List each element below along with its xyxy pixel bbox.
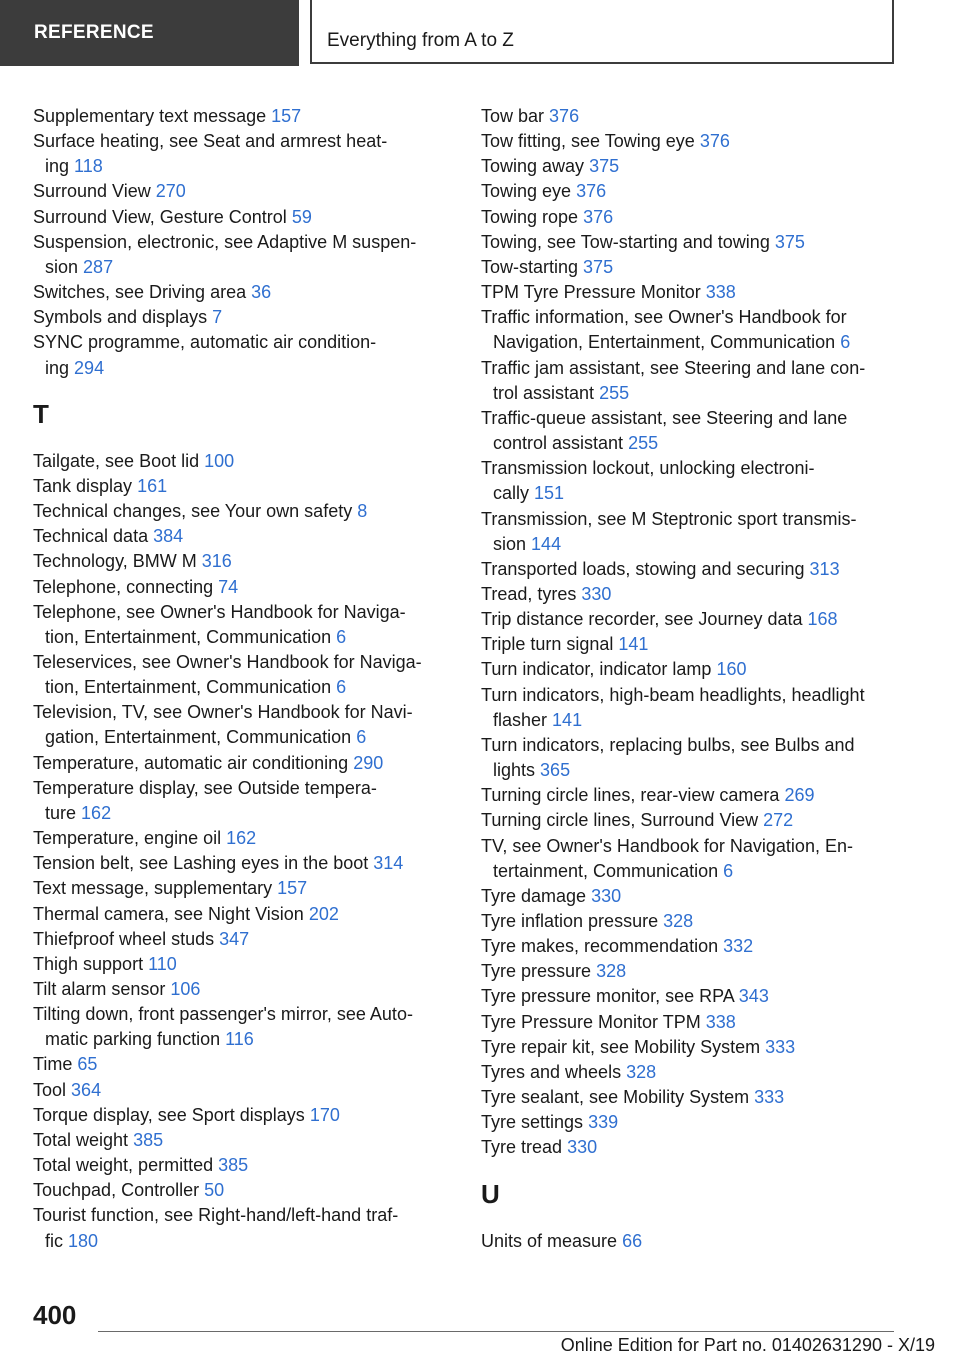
index-entry — [481, 1060, 901, 1085]
page-reference-link[interactable]: 162 — [226, 828, 257, 849]
index-entry-text: Symbols and displays — [33, 307, 208, 328]
index-entry-continuation — [33, 725, 453, 750]
index-entry — [33, 1103, 453, 1128]
index-entry — [33, 776, 453, 801]
index-entry-text: ing — [45, 156, 70, 177]
index-entry-continuation — [33, 356, 453, 381]
index-entry-text: Tilt alarm sensor — [33, 979, 166, 999]
index-letter-heading: T — [33, 398, 49, 429]
index-entry-text: Towing, see Tow-starting and towing — [481, 231, 770, 252]
index-entry — [481, 255, 901, 280]
index-entry — [481, 507, 901, 532]
index-entry — [33, 524, 453, 549]
index-entry — [33, 305, 453, 330]
index-entry — [33, 104, 453, 129]
index-entry — [481, 230, 901, 255]
index-entry-text: Time — [33, 1054, 73, 1075]
page-reference-link[interactable]: 347 — [219, 928, 250, 949]
index-entry — [33, 499, 453, 524]
index-entry-text: Tyre inflation pressure — [481, 911, 659, 931]
page-reference-link[interactable]: 385 — [218, 1155, 249, 1176]
index-entry — [33, 474, 453, 499]
index-entry — [481, 557, 901, 582]
index-entry-text: Towing eye — [481, 181, 572, 202]
page-reference-link[interactable]: 328 — [663, 911, 694, 931]
page-reference-link[interactable]: 332 — [723, 936, 754, 957]
header-title-box — [310, 0, 894, 64]
index-entry-text: Thiefproof wheel studs — [33, 928, 215, 949]
page-reference-link[interactable]: 255 — [599, 382, 630, 403]
index-entry — [481, 129, 901, 154]
index-entry — [33, 751, 453, 776]
index-entry-text: Tyres and wheels — [481, 1061, 622, 1082]
index-entry — [33, 700, 453, 725]
index-entry-text: Tyre tread — [481, 1137, 563, 1158]
index-entry-text: Surface heating, see Seat and armrest heat- — [33, 131, 388, 152]
index-entry — [481, 154, 901, 179]
index-entry-text: Torque display, see Sport displays — [33, 1104, 305, 1125]
page-reference-link[interactable]: 141 — [618, 634, 649, 655]
index-entry-continuation — [33, 1229, 453, 1254]
index-entry-continuation — [481, 330, 901, 355]
index-entry-text: Tourist function, see Right-hand/left-hand traf- — [33, 1205, 399, 1226]
index-entry — [481, 834, 901, 859]
page-reference-link[interactable]: 157 — [277, 878, 308, 899]
page-reference-link[interactable]: 255 — [628, 433, 659, 454]
index-entry — [481, 884, 901, 909]
index-entry-text: Tyre repair kit, see Mobility System — [481, 1036, 761, 1057]
index-entry — [481, 632, 901, 657]
index-entry-text: Tyre makes, recommendation — [481, 936, 719, 957]
index-entry-continuation — [33, 255, 453, 280]
page-reference-link[interactable]: 290 — [353, 752, 384, 773]
index-entry — [33, 977, 453, 1002]
page-reference-link[interactable]: 330 — [581, 583, 612, 604]
index-entry-text: Tyre Pressure Monitor TPM — [481, 1011, 701, 1032]
index-letter-heading: U — [481, 1178, 500, 1209]
index-entry-text: flasher — [493, 709, 548, 730]
page-reference-link[interactable]: 157 — [271, 106, 302, 126]
page-reference-link[interactable]: 6 — [336, 626, 347, 647]
index-entry-continuation — [481, 859, 901, 884]
index-entry-continuation — [481, 431, 901, 456]
page-reference-link[interactable]: 141 — [552, 709, 583, 730]
index-entry — [33, 876, 453, 901]
index-entry — [481, 783, 901, 808]
page-reference-link[interactable]: 6 — [336, 677, 347, 698]
index-entry-text: Surround View — [33, 181, 151, 202]
page-reference-link[interactable]: 384 — [153, 526, 184, 547]
page-reference-link[interactable]: 272 — [763, 810, 794, 831]
index-entry-text: Tilting down, front passenger's mirror, see Auto- — [33, 1004, 413, 1025]
page-reference-link[interactable]: 338 — [705, 1011, 736, 1032]
index-entry-text: Total weight — [33, 1129, 129, 1150]
index-entry-text: tertainment, Communication — [493, 860, 719, 881]
index-entry — [33, 826, 453, 851]
index-entry-text: Transported loads, stowing and securing — [481, 558, 805, 579]
index-entry-text: Technical data — [33, 526, 149, 547]
index-entry-text: Technical changes, see Your own safety — [33, 501, 353, 522]
index-entry-text: control assistant — [493, 433, 624, 454]
index-entry-text: Teleservices, see Owner's Handbook for Naviga- — [33, 651, 422, 672]
index-entry-continuation — [481, 381, 901, 406]
index-entry — [33, 129, 453, 154]
index-entry-text: TV, see Owner's Handbook for Navigation, En- — [481, 835, 853, 856]
page-reference-link[interactable]: 170 — [309, 1104, 340, 1125]
index-entry-text: Total weight, permitted — [33, 1155, 214, 1176]
index-entry — [481, 1110, 901, 1135]
index-entry — [33, 449, 453, 474]
page-reference-link[interactable]: 364 — [71, 1079, 102, 1100]
index-entry-text: Touchpad, Controller — [33, 1180, 200, 1201]
page-reference-link[interactable]: 118 — [74, 156, 103, 177]
index-entry — [481, 1085, 901, 1110]
index-entry-text: Transmission lockout, unlocking electroni- — [481, 458, 815, 479]
index-entry — [33, 952, 453, 977]
index-entry-text: Navigation, Entertainment, Communication — [493, 332, 836, 353]
index-entry-text: Tension belt, see Lashing eyes in the boot — [33, 853, 369, 874]
page-reference-link[interactable]: 294 — [74, 357, 105, 378]
index-entry — [33, 851, 453, 876]
index-column-right — [481, 104, 901, 1254]
index-entry-text: sion — [493, 533, 527, 554]
page-reference-link[interactable]: 365 — [540, 760, 571, 781]
index-entry-text: Tailgate, see Boot lid — [33, 450, 200, 471]
page-reference-link[interactable]: 151 — [534, 483, 565, 504]
index-entry-text: Tow fitting, see Towing eye — [481, 131, 695, 152]
index-entry-text: Units of measure — [481, 1230, 618, 1251]
index-entry-text: SYNC programme, automatic air condition- — [33, 332, 377, 353]
page-reference-link[interactable]: 333 — [754, 1087, 785, 1108]
index-entry-text: fic — [45, 1230, 63, 1251]
index-entry — [481, 1010, 901, 1035]
index-entry-text: Tyre settings — [481, 1112, 584, 1133]
page-reference-link[interactable]: 6 — [356, 727, 367, 748]
page-reference-link[interactable]: 287 — [83, 256, 114, 277]
index-entry — [33, 1078, 453, 1103]
index-entry-text: ing — [45, 357, 70, 378]
page-reference-link[interactable]: 6 — [840, 332, 851, 353]
page-reference-link[interactable]: 160 — [716, 659, 747, 680]
index-entry-text: tion, Entertainment, Communication — [45, 626, 332, 647]
footer-rule — [98, 1331, 894, 1332]
index-entry-text: Trip distance recorder, see Journey data — [481, 609, 803, 630]
index-entry — [481, 607, 901, 632]
index-entry-text: Tow-starting — [481, 256, 579, 277]
index-entry-continuation — [481, 532, 901, 557]
index-entry-text: Tank display — [33, 475, 133, 496]
page-reference-link[interactable]: 313 — [809, 558, 840, 579]
page-reference-link[interactable]: 144 — [531, 533, 562, 554]
page-reference-link[interactable]: 375 — [774, 231, 805, 252]
index-entry-text: tion, Entertainment, Communication — [45, 677, 332, 698]
page-reference-link[interactable]: 339 — [588, 1112, 619, 1133]
index-entry-text: sion — [45, 256, 79, 277]
index-entry — [33, 600, 453, 625]
index-entry-continuation — [33, 675, 453, 700]
index-entry — [481, 356, 901, 381]
index-entry — [33, 179, 453, 204]
index-entry-text: Tyre pressure — [481, 961, 592, 982]
page-reference-link[interactable]: 333 — [765, 1036, 796, 1057]
page-reference-link[interactable]: 65 — [77, 1054, 98, 1075]
index-entry-text: Traffic information, see Owner's Handbook for — [481, 307, 847, 328]
page-reference-link[interactable]: 36 — [251, 282, 272, 303]
page-number: 400 — [33, 1300, 77, 1330]
index-entry-text: gation, Entertainment, Communication — [45, 727, 352, 748]
page-reference-link[interactable]: 168 — [807, 609, 838, 630]
index-entry-text: cally — [493, 483, 530, 504]
index-entry — [481, 179, 901, 204]
index-entry — [33, 1153, 453, 1178]
page-reference-link[interactable]: 375 — [589, 156, 620, 177]
page-reference-link[interactable]: 59 — [291, 206, 312, 227]
page-reference-link[interactable]: 202 — [308, 903, 339, 924]
index-entry-continuation — [481, 758, 901, 783]
page-heading: Everything from A to Z — [327, 30, 514, 51]
index-entry-text: Temperature, automatic air conditioning — [33, 752, 349, 773]
page-reference-link[interactable]: 180 — [68, 1230, 99, 1251]
page-reference-link[interactable]: 330 — [567, 1137, 598, 1158]
index-entry — [481, 582, 901, 607]
index-entry-text: Transmission, see M Steptronic sport transmis- — [481, 508, 857, 529]
index-entry-text: Supplementary text message — [33, 106, 267, 126]
index-entry-text: trol assistant — [493, 382, 595, 403]
index-entry-text: ture — [45, 802, 77, 823]
index-entry — [33, 575, 453, 600]
section-label: REFERENCE — [34, 22, 154, 43]
index-entry-text: Turn indicators, replacing bulbs, see Bulbs and — [481, 734, 855, 755]
page-reference-link[interactable]: 376 — [576, 181, 607, 202]
index-entry-text: Turn indicators, high-beam headlights, headlight — [481, 684, 865, 705]
index-entry — [33, 650, 453, 675]
page-reference-link[interactable]: 385 — [133, 1129, 164, 1150]
index-entry-text: Switches, see Driving area — [33, 282, 247, 303]
edition-footer: Online Edition for Part no. 01402631290 - X/19 — [560, 1335, 935, 1355]
index-entry — [481, 934, 901, 959]
index-entry — [481, 104, 901, 129]
page-reference-link[interactable]: 328 — [596, 961, 627, 982]
page-reference-link[interactable]: 314 — [373, 853, 404, 874]
page-reference-link[interactable]: 376 — [699, 131, 730, 152]
page-reference-link[interactable]: 375 — [583, 256, 614, 277]
index-entry — [481, 456, 901, 481]
index-entry-text: Temperature, engine oil — [33, 828, 222, 849]
index-entry — [481, 205, 901, 230]
page-reference-link[interactable]: 8 — [357, 501, 368, 522]
index-entry-continuation — [481, 481, 901, 506]
index-entry-continuation — [33, 625, 453, 650]
index-entry — [481, 657, 901, 682]
page-reference-link[interactable]: 330 — [591, 885, 622, 906]
index-entry — [33, 1002, 453, 1027]
page-reference-link[interactable]: 106 — [170, 979, 201, 999]
page-reference-link[interactable]: 116 — [225, 1029, 254, 1050]
index-entry — [481, 1135, 901, 1160]
index-entry-text: Tyre damage — [481, 885, 587, 906]
index-entry — [33, 205, 453, 230]
index-entry-continuation — [33, 154, 453, 179]
page-reference-link[interactable]: 161 — [137, 475, 168, 496]
index-entry — [33, 1128, 453, 1153]
index-entry-text: Traffic-queue assistant, see Steering and lane — [481, 407, 848, 428]
page-reference-link[interactable]: 100 — [204, 450, 235, 471]
index-entry-continuation — [481, 708, 901, 733]
page-reference-link[interactable]: 316 — [201, 551, 232, 572]
index-entry — [481, 1035, 901, 1060]
index-entry-text: Tread, tyres — [481, 583, 577, 604]
index-entry — [481, 406, 901, 431]
index-entry — [33, 1052, 453, 1077]
index-entry-text: Turning circle lines, rear-view camera — [481, 785, 780, 806]
index-entry-text: Surround View, Gesture Control — [33, 206, 287, 227]
index-entry-text: Temperature display, see Outside tempera- — [33, 777, 377, 798]
index-column-left — [33, 104, 453, 1254]
index-entry-text: Traffic jam assistant, see Steering and lane con- — [481, 357, 866, 378]
index-entry — [33, 230, 453, 255]
index-entry-text: Telephone, connecting — [33, 576, 214, 597]
index-entry — [481, 959, 901, 984]
index-entry — [33, 1178, 453, 1203]
index-entry-text: Text message, supplementary — [33, 878, 273, 899]
index-entry-text: Tow bar — [481, 106, 545, 126]
index-entry-continuation — [33, 801, 453, 826]
index-entry-text: Tyre pressure monitor, see RPA — [481, 986, 734, 1007]
page-reference-link[interactable]: 338 — [705, 282, 736, 303]
index-entry-text: Thigh support — [33, 953, 144, 974]
index-entry-text: Technology, BMW M — [33, 551, 197, 572]
page-reference-link[interactable]: 66 — [622, 1230, 643, 1251]
index-entry — [481, 1229, 901, 1254]
index-entry-text: Television, TV, see Owner's Handbook for Navi- — [33, 702, 413, 723]
index-entry — [481, 280, 901, 305]
page-reference-link[interactable]: 343 — [738, 986, 769, 1007]
index-entry — [481, 909, 901, 934]
index-entry-text: Tool — [33, 1079, 67, 1100]
index-entry — [481, 305, 901, 330]
page-reference-link[interactable]: 110 — [148, 953, 177, 974]
index-entry — [33, 330, 453, 355]
page-reference-link[interactable]: 74 — [218, 576, 239, 597]
section-tab — [0, 0, 299, 66]
index-entry-text: Turn indicator, indicator lamp — [481, 659, 712, 680]
index-entry-text: Telephone, see Owner's Handbook for Naviga- — [33, 601, 406, 622]
index-entry — [33, 280, 453, 305]
index-entry-text: TPM Tyre Pressure Monitor — [481, 282, 701, 303]
page-reference-link[interactable]: 270 — [155, 181, 186, 202]
page-reference-link[interactable]: 328 — [626, 1061, 657, 1082]
index-entry-continuation — [33, 1027, 453, 1052]
index-entry — [481, 683, 901, 708]
index-entry-text: Tyre sealant, see Mobility System — [481, 1087, 750, 1108]
page-reference-link[interactable]: 162 — [81, 802, 112, 823]
index-entry-text: Triple turn signal — [481, 634, 614, 655]
index-entry-text: Suspension, electronic, see Adaptive M suspen- — [33, 231, 417, 252]
index-entry — [33, 902, 453, 927]
page-reference-link[interactable]: 376 — [583, 206, 614, 227]
index-entry — [33, 1203, 453, 1228]
index-entry-text: lights — [493, 760, 536, 781]
index-entry — [33, 549, 453, 574]
index-entry-text: Thermal camera, see Night Vision — [33, 903, 304, 924]
page-reference-link[interactable]: 50 — [204, 1180, 225, 1201]
page-reference-link[interactable]: 269 — [784, 785, 815, 806]
index-entry — [481, 984, 901, 1009]
index-entry — [33, 927, 453, 952]
index-entry-text: matic parking function — [45, 1029, 221, 1050]
index-entry — [481, 733, 901, 758]
index-entry — [481, 808, 901, 833]
index-entry-text: Towing away — [481, 156, 585, 177]
page-reference-link[interactable]: 376 — [549, 106, 580, 126]
index-entry-text: Towing rope — [481, 206, 579, 227]
index-entry-text: Turning circle lines, Surround View — [481, 810, 759, 831]
page-reference-link[interactable]: 6 — [723, 860, 734, 881]
page-reference-link[interactable]: 7 — [212, 307, 223, 328]
